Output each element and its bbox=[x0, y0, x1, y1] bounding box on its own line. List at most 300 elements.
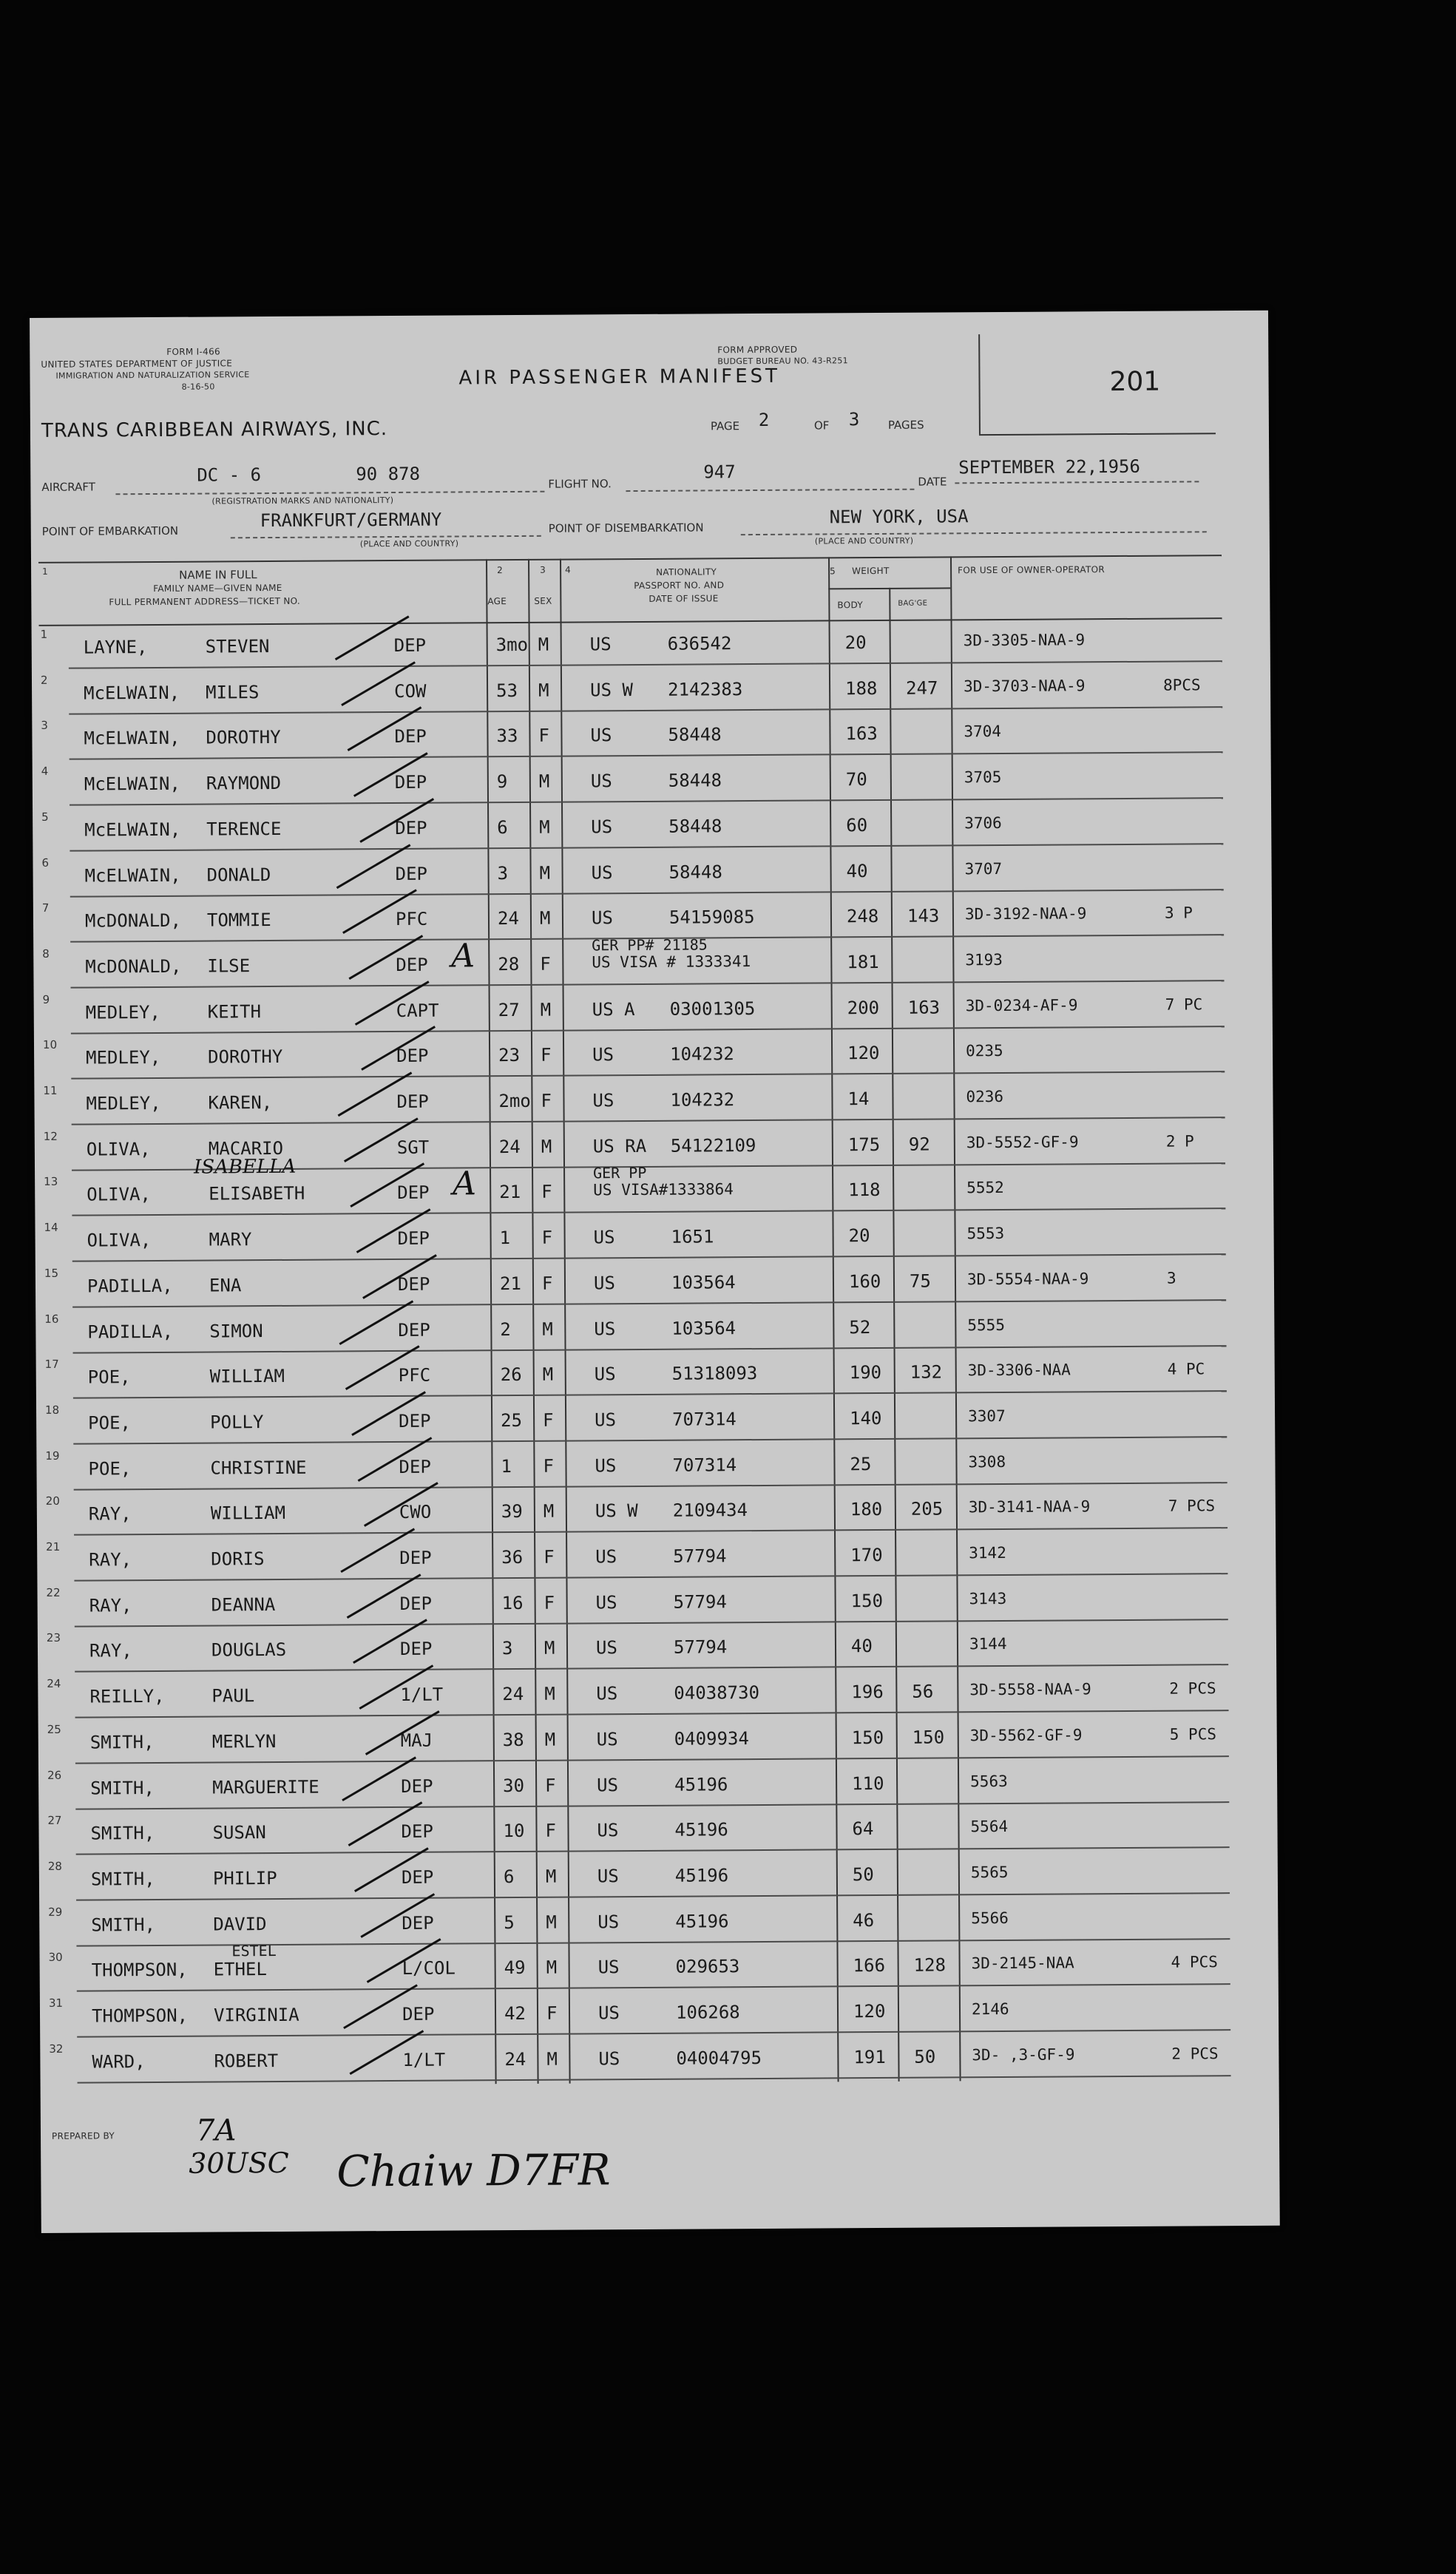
of-label: OF bbox=[813, 419, 830, 433]
table-row bbox=[47, 1849, 1230, 1901]
sex: M bbox=[546, 1957, 558, 1979]
given-name: KEITH bbox=[207, 1000, 262, 1023]
sex: F bbox=[544, 1546, 555, 1568]
body-weight: 40 bbox=[850, 1636, 873, 1657]
body-weight: 163 bbox=[845, 723, 878, 745]
given-name: PHILIP bbox=[212, 1867, 277, 1889]
status: DEP bbox=[397, 1273, 430, 1295]
row-number: 9 bbox=[42, 992, 50, 1006]
family-name: RAY, bbox=[89, 1549, 132, 1571]
operator-code: 3D-3192-NAA-9 bbox=[964, 904, 1087, 924]
nationality: US W bbox=[595, 1500, 638, 1522]
number-box-bottom bbox=[979, 433, 1216, 436]
baggage-weight: 75 bbox=[909, 1270, 931, 1292]
row-number: 18 bbox=[44, 1403, 60, 1417]
age: 6 bbox=[503, 1866, 515, 1888]
table-row bbox=[39, 617, 1222, 669]
nationality: US bbox=[593, 1227, 615, 1248]
given-name: VIRGINIA bbox=[213, 2004, 299, 2026]
age: 2mo bbox=[498, 1090, 531, 1112]
col-weight-number: 5 bbox=[830, 566, 836, 577]
table-row bbox=[46, 1804, 1229, 1855]
table-row bbox=[40, 846, 1223, 898]
nationality: US bbox=[596, 1728, 618, 1750]
nationality: US bbox=[597, 1774, 619, 1795]
baggage-weight: 247 bbox=[905, 677, 938, 699]
age: 30 bbox=[503, 1775, 525, 1796]
given-name: DOROTHY bbox=[206, 727, 281, 748]
col-name-address: FULL PERMANENT ADDRESS—TICKET NO. bbox=[109, 595, 300, 608]
family-name: RAY, bbox=[89, 1640, 132, 1662]
age: 6 bbox=[497, 816, 508, 838]
sex: F bbox=[546, 2002, 558, 2024]
operator-code: 5566 bbox=[971, 1909, 1009, 1927]
flight-date: SEPTEMBER 22,1956 bbox=[958, 455, 1140, 478]
table-row bbox=[41, 1028, 1225, 1080]
sex: M bbox=[541, 1136, 552, 1157]
operator-code: 5553 bbox=[966, 1225, 1005, 1243]
passport-number: 45196 bbox=[674, 1865, 729, 1886]
body-weight: 64 bbox=[852, 1818, 874, 1840]
row-number: 1 bbox=[40, 627, 48, 641]
manifest-title: AIR PASSENGER MANIFEST bbox=[458, 365, 781, 390]
body-weight: 160 bbox=[848, 1270, 881, 1293]
nationality: US bbox=[592, 1044, 614, 1066]
passport-number: 04004795 bbox=[676, 2047, 762, 2069]
col-sex: SEX bbox=[534, 595, 552, 606]
sex: F bbox=[545, 1775, 556, 1796]
pages-label: PAGES bbox=[887, 418, 924, 432]
row-number: 4 bbox=[41, 764, 49, 779]
handwritten-mark: A bbox=[453, 1165, 477, 1203]
age: 24 bbox=[502, 1684, 524, 1705]
body-weight: 150 bbox=[851, 1727, 884, 1749]
body-weight: 120 bbox=[847, 1043, 880, 1064]
operator-code: 3307 bbox=[968, 1406, 1006, 1426]
table-row bbox=[44, 1484, 1228, 1536]
nationality: US bbox=[597, 2002, 620, 2024]
given-name: DONALD bbox=[206, 864, 271, 886]
prepared-by-label: PREPARED BY bbox=[51, 2130, 115, 2141]
aircraft-label: AIRCRAFT bbox=[41, 480, 95, 494]
given-name: ELISABETH bbox=[209, 1183, 305, 1205]
passport-number: 2142383 bbox=[667, 678, 743, 700]
baggage-weight: 132 bbox=[910, 1361, 943, 1383]
age: 28 bbox=[498, 953, 520, 975]
family-name: MEDLEY, bbox=[86, 1092, 161, 1114]
sex: M bbox=[544, 1729, 556, 1750]
operator-extra: 5 PCS bbox=[1169, 1725, 1217, 1744]
family-name: McELWAIN, bbox=[84, 819, 181, 841]
status: PFC bbox=[395, 908, 428, 930]
sex: F bbox=[538, 725, 550, 747]
status: DEP bbox=[402, 1912, 434, 1934]
family-name: POE, bbox=[88, 1457, 132, 1480]
budget-bureau: BUDGET BUREAU NO. 43-R251 bbox=[717, 356, 848, 367]
operator-code: 3D-3306-NAA bbox=[967, 1361, 1071, 1380]
airline-name: TRANS CARIBBEAN AIRWAYS, INC. bbox=[41, 418, 388, 442]
family-name: McDONALD, bbox=[84, 910, 182, 932]
age: 53 bbox=[496, 680, 518, 701]
row-number: 30 bbox=[48, 1951, 63, 1965]
nationality: US bbox=[594, 1318, 616, 1339]
total-pages: 3 bbox=[848, 409, 860, 430]
sex: F bbox=[541, 1090, 552, 1111]
signature: Chaiw D7FR bbox=[336, 2144, 611, 2197]
passport-number: 58448 bbox=[668, 770, 722, 791]
operator-extra: 2 PCS bbox=[1171, 2044, 1219, 2063]
flight-label: FLIGHT NO. bbox=[548, 477, 612, 491]
body-weight: 50 bbox=[852, 1863, 874, 1886]
status: SGT bbox=[396, 1137, 430, 1158]
age: 26 bbox=[500, 1364, 522, 1386]
status: DEP bbox=[395, 817, 427, 839]
age: 16 bbox=[501, 1592, 524, 1613]
nationality: US bbox=[590, 770, 612, 792]
passport-number: 54122109 bbox=[670, 1134, 756, 1156]
aircraft-type: DC - 6 bbox=[197, 464, 262, 486]
row-number: 14 bbox=[44, 1220, 58, 1234]
family-name: OLIVA, bbox=[87, 1230, 152, 1251]
sex: M bbox=[545, 1866, 557, 1887]
operator-code: 3143 bbox=[969, 1589, 1007, 1608]
embarkation-caption: (PLACE AND COUNTRY) bbox=[359, 538, 459, 549]
given-name: TERENCE bbox=[206, 818, 282, 840]
sex: F bbox=[541, 1182, 552, 1203]
passport-number: 029653 bbox=[675, 1956, 740, 1978]
status: DEP bbox=[394, 726, 427, 748]
baggage-weight: 163 bbox=[907, 997, 941, 1018]
sex: M bbox=[543, 1500, 555, 1523]
row-number: 13 bbox=[44, 1175, 58, 1189]
family-name: OLIVA, bbox=[87, 1184, 152, 1205]
status: DEP bbox=[401, 1821, 433, 1843]
given-name: DOROTHY bbox=[208, 1046, 283, 1068]
sex: F bbox=[544, 1592, 555, 1613]
nationality: US VISA#1333864 bbox=[593, 1180, 734, 1199]
col-operator: FOR USE OF OWNER-OPERATOR bbox=[958, 564, 1105, 576]
disembark-dotted-line bbox=[741, 531, 1207, 535]
col-sex-number: 3 bbox=[540, 564, 546, 575]
row-number: 15 bbox=[44, 1266, 59, 1280]
status: DEP bbox=[399, 1547, 432, 1568]
passport-number: 2109434 bbox=[672, 1500, 748, 1522]
given-name: MACARIO bbox=[208, 1137, 284, 1159]
table-row bbox=[43, 1256, 1226, 1308]
nationality: US bbox=[593, 1272, 615, 1294]
table-row bbox=[44, 1576, 1228, 1628]
operator-code: 3D-0234-AF-9 bbox=[965, 995, 1078, 1015]
table-row bbox=[42, 1156, 1225, 1217]
status: DEP bbox=[397, 1182, 430, 1204]
sex: M bbox=[546, 2048, 558, 2070]
family-name: OLIVA, bbox=[86, 1138, 151, 1160]
sex: F bbox=[541, 1045, 552, 1066]
family-name: RAY, bbox=[89, 1594, 132, 1616]
status: DEP bbox=[397, 1227, 430, 1250]
status: COW bbox=[394, 680, 427, 702]
manifest-sheet bbox=[30, 311, 1280, 2233]
age: 2 bbox=[500, 1318, 511, 1340]
form-number: FORM I-466 bbox=[166, 346, 220, 357]
table-row bbox=[47, 2032, 1230, 2084]
status: 1/LT bbox=[402, 2049, 446, 2070]
age: 1 bbox=[499, 1227, 511, 1249]
body-weight: 40 bbox=[846, 860, 868, 881]
operator-code: 3D-5558-NAA-9 bbox=[969, 1680, 1091, 1699]
table-row bbox=[44, 1393, 1227, 1445]
age: 27 bbox=[498, 999, 520, 1020]
row-number: 5 bbox=[41, 810, 49, 824]
row-number: 20 bbox=[45, 1494, 60, 1508]
given-name: DORIS bbox=[211, 1548, 265, 1570]
col-age: AGE bbox=[487, 596, 507, 607]
nationality: US bbox=[595, 1546, 617, 1568]
row-number: 24 bbox=[47, 1676, 61, 1690]
operator-code: 0236 bbox=[966, 1087, 1004, 1106]
body-weight: 14 bbox=[847, 1088, 870, 1110]
sex: M bbox=[538, 634, 549, 655]
table-row bbox=[44, 1530, 1228, 1582]
baggage-weight: 150 bbox=[912, 1727, 945, 1748]
baggage-weight: 56 bbox=[912, 1681, 934, 1702]
table-row bbox=[41, 1074, 1225, 1125]
body-weight: 20 bbox=[844, 632, 867, 654]
family-name: MEDLEY, bbox=[85, 1001, 160, 1023]
table-row bbox=[41, 891, 1224, 943]
family-name: MEDLEY, bbox=[86, 1047, 161, 1068]
sex: F bbox=[541, 1273, 553, 1294]
sex: F bbox=[545, 1820, 557, 1841]
family-name: LAYNE, bbox=[83, 637, 148, 658]
page-number: 2 bbox=[758, 409, 770, 430]
given-name: WILLIAM bbox=[210, 1503, 286, 1524]
body-weight: 20 bbox=[848, 1225, 870, 1247]
family-name: SMITH, bbox=[90, 1777, 155, 1799]
operator-code: 5552 bbox=[966, 1179, 1004, 1197]
status: DEP bbox=[394, 771, 427, 793]
handwritten-name-correction: ISABELLA bbox=[193, 1156, 297, 1179]
table-row bbox=[42, 1210, 1225, 1262]
passport-number: 0409934 bbox=[674, 1727, 749, 1750]
passport-number: 103564 bbox=[671, 1317, 737, 1339]
passport-number: 58448 bbox=[668, 724, 722, 746]
age: 21 bbox=[499, 1182, 521, 1203]
age: 5 bbox=[504, 1911, 515, 1933]
passport-number: 54159085 bbox=[668, 907, 755, 928]
operator-extra: 7 PCS bbox=[1168, 1497, 1216, 1515]
family-name: RAY, bbox=[88, 1503, 132, 1525]
baggage-weight: 92 bbox=[908, 1134, 930, 1155]
age: 24 bbox=[497, 908, 519, 929]
given-name: MERLYN bbox=[211, 1730, 277, 1752]
table-row bbox=[40, 754, 1223, 806]
embark-dotted-line bbox=[231, 535, 541, 539]
col-passport: PASSPORT NO. AND bbox=[634, 580, 725, 592]
given-name: WILLIAM bbox=[209, 1366, 285, 1387]
form-approved: FORM APPROVED bbox=[717, 344, 798, 356]
embarkation-label: POINT OF EMBARKATION bbox=[41, 524, 179, 538]
col-weight: WEIGHT bbox=[852, 565, 890, 577]
status: DEP bbox=[393, 634, 427, 656]
col-name-number: 1 bbox=[42, 566, 49, 577]
passport-number: 1651 bbox=[671, 1226, 714, 1247]
status: DEP bbox=[399, 1593, 433, 1614]
status: DEP bbox=[399, 1639, 433, 1660]
body-weight: 191 bbox=[853, 2046, 886, 2067]
flight-dotted-line bbox=[626, 489, 914, 492]
given-name: MILES bbox=[206, 681, 260, 703]
family-name: THOMPSON, bbox=[91, 1960, 188, 1981]
table-row bbox=[47, 1895, 1230, 1947]
disembarkation-caption: (PLACE AND COUNTRY) bbox=[814, 535, 914, 546]
number-box-left bbox=[978, 334, 981, 434]
given-name: ILSE bbox=[207, 955, 251, 977]
nationality: US VISA # 1333341 bbox=[592, 952, 751, 972]
registration-caption: (REGISTRATION MARKS AND NATIONALITY) bbox=[211, 495, 394, 507]
given-name: MARGUERITE bbox=[212, 1776, 319, 1798]
page-label: PAGE bbox=[710, 419, 740, 433]
operator-code: 3D- ,3-GF-9 bbox=[972, 2045, 1075, 2064]
nationality: US bbox=[595, 1591, 617, 1613]
family-name: POE, bbox=[88, 1412, 132, 1434]
family-name: SMITH, bbox=[90, 1868, 155, 1890]
table-row bbox=[39, 709, 1222, 761]
given-name: ETHEL bbox=[213, 1959, 267, 1980]
operator-code: 3D-3703-NAA-9 bbox=[963, 676, 1086, 695]
passport-number: 51318093 bbox=[671, 1363, 758, 1384]
passport-number: 636542 bbox=[667, 633, 732, 654]
nationality: US bbox=[590, 725, 612, 746]
age: 39 bbox=[501, 1501, 523, 1523]
given-name: DOUGLAS bbox=[211, 1639, 287, 1661]
family-name: THOMPSON, bbox=[91, 2005, 189, 2027]
status: DEP bbox=[396, 1046, 429, 1067]
table-row bbox=[44, 1439, 1227, 1491]
row-number: 32 bbox=[49, 2042, 64, 2056]
nationality: US bbox=[595, 1454, 617, 1476]
family-name: REILLY, bbox=[89, 1686, 165, 1707]
operator-extra: 2 PCS bbox=[1169, 1679, 1216, 1698]
given-name: SUSAN bbox=[212, 1822, 266, 1843]
sex: M bbox=[542, 1364, 554, 1385]
agency-line-1: UNITED STATES DEPARTMENT OF JUSTICE bbox=[41, 358, 233, 370]
status: DEP bbox=[401, 1775, 433, 1797]
row-number: 3 bbox=[41, 719, 48, 733]
passport-number: 45196 bbox=[674, 1773, 728, 1795]
row-number: 25 bbox=[47, 1722, 61, 1736]
family-name: SMITH, bbox=[91, 1914, 156, 1936]
table-row bbox=[47, 1986, 1230, 2038]
operator-code: 3D-5552-GF-9 bbox=[966, 1133, 1079, 1151]
given-name: ROBERT bbox=[214, 2050, 279, 2072]
given-name: DAVID bbox=[213, 1913, 267, 1935]
body-weight: 140 bbox=[850, 1407, 882, 1429]
body-weight: 180 bbox=[850, 1499, 883, 1520]
disembarkation-label: POINT OF DISEMBARKATION bbox=[548, 521, 704, 535]
age: 25 bbox=[501, 1409, 523, 1432]
status: DEP bbox=[396, 954, 428, 975]
passport-number: 57794 bbox=[673, 1636, 728, 1659]
date-dotted-line bbox=[955, 481, 1199, 484]
col-nationality-number: 4 bbox=[565, 564, 572, 575]
body-weight: 248 bbox=[846, 906, 879, 927]
given-name: PAUL bbox=[211, 1685, 255, 1707]
row-number: 6 bbox=[41, 856, 50, 870]
status: DEP bbox=[399, 1456, 431, 1477]
row-number: 2 bbox=[40, 673, 48, 687]
status: CAPT bbox=[396, 1000, 439, 1021]
status: L/COL bbox=[402, 1957, 456, 1979]
body-weight: 196 bbox=[851, 1681, 884, 1703]
row-divider bbox=[78, 2075, 1231, 2084]
nationality: US W bbox=[590, 679, 633, 701]
operator-code: 3706 bbox=[964, 813, 1002, 833]
row-number: 8 bbox=[42, 946, 50, 961]
annotation-above: GER PP bbox=[593, 1164, 647, 1182]
table-row bbox=[45, 1667, 1228, 1718]
family-name: McELWAIN, bbox=[84, 864, 181, 887]
body-weight: 150 bbox=[850, 1590, 884, 1611]
agency-line-2: IMMIGRATION AND NATURALIZATION SERVICE bbox=[55, 370, 250, 381]
nationality: US bbox=[595, 1637, 617, 1659]
operator-code: 5555 bbox=[967, 1315, 1005, 1334]
operator-code: 3144 bbox=[969, 1635, 1007, 1653]
nationality: US bbox=[596, 1683, 618, 1704]
table-row bbox=[44, 1347, 1227, 1399]
age: 24 bbox=[498, 1136, 521, 1157]
passport-number: 04038730 bbox=[674, 1682, 760, 1704]
baggage-weight: 128 bbox=[913, 1954, 947, 1977]
age: 33 bbox=[496, 725, 518, 747]
family-name: McELWAIN, bbox=[84, 682, 180, 704]
operator-code: 0235 bbox=[966, 1042, 1003, 1060]
nationality: US bbox=[592, 1090, 614, 1111]
body-weight: 170 bbox=[850, 1544, 883, 1566]
operator-code: 5565 bbox=[970, 1863, 1009, 1882]
table-row bbox=[39, 663, 1222, 715]
nationality: US bbox=[589, 634, 612, 655]
aircraft-registration: 90 878 bbox=[356, 463, 421, 485]
sex: M bbox=[540, 999, 552, 1020]
row-number: 12 bbox=[43, 1129, 58, 1143]
sex: F bbox=[543, 1409, 554, 1431]
status: DEP bbox=[396, 1091, 429, 1112]
operator-extra: 3 bbox=[1166, 1269, 1176, 1287]
operator-code: 3D-3141-NAA-9 bbox=[968, 1497, 1091, 1517]
baggage-weight: 143 bbox=[907, 905, 940, 927]
family-name: SMITH, bbox=[89, 1731, 155, 1753]
table-row bbox=[46, 1758, 1229, 1810]
row-number: 28 bbox=[47, 1859, 62, 1873]
sex: M bbox=[544, 1683, 555, 1704]
age: 38 bbox=[502, 1729, 524, 1750]
passport-number: 104232 bbox=[670, 1043, 734, 1066]
sex: M bbox=[538, 770, 550, 792]
operator-extra: 4 PCS bbox=[1171, 1953, 1218, 1971]
given-name: MARY bbox=[209, 1229, 252, 1250]
body-weight: 175 bbox=[847, 1134, 881, 1155]
operator-code: 2146 bbox=[971, 1999, 1009, 2019]
row-number: 22 bbox=[46, 1585, 61, 1599]
operator-code: 5563 bbox=[970, 1772, 1008, 1790]
row-number: 10 bbox=[42, 1038, 58, 1052]
body-weight: 188 bbox=[844, 677, 878, 699]
passport-number: 58448 bbox=[668, 861, 722, 883]
nationality: US RA bbox=[592, 1135, 647, 1157]
table-row bbox=[43, 1302, 1226, 1354]
row-number: 26 bbox=[47, 1768, 62, 1782]
